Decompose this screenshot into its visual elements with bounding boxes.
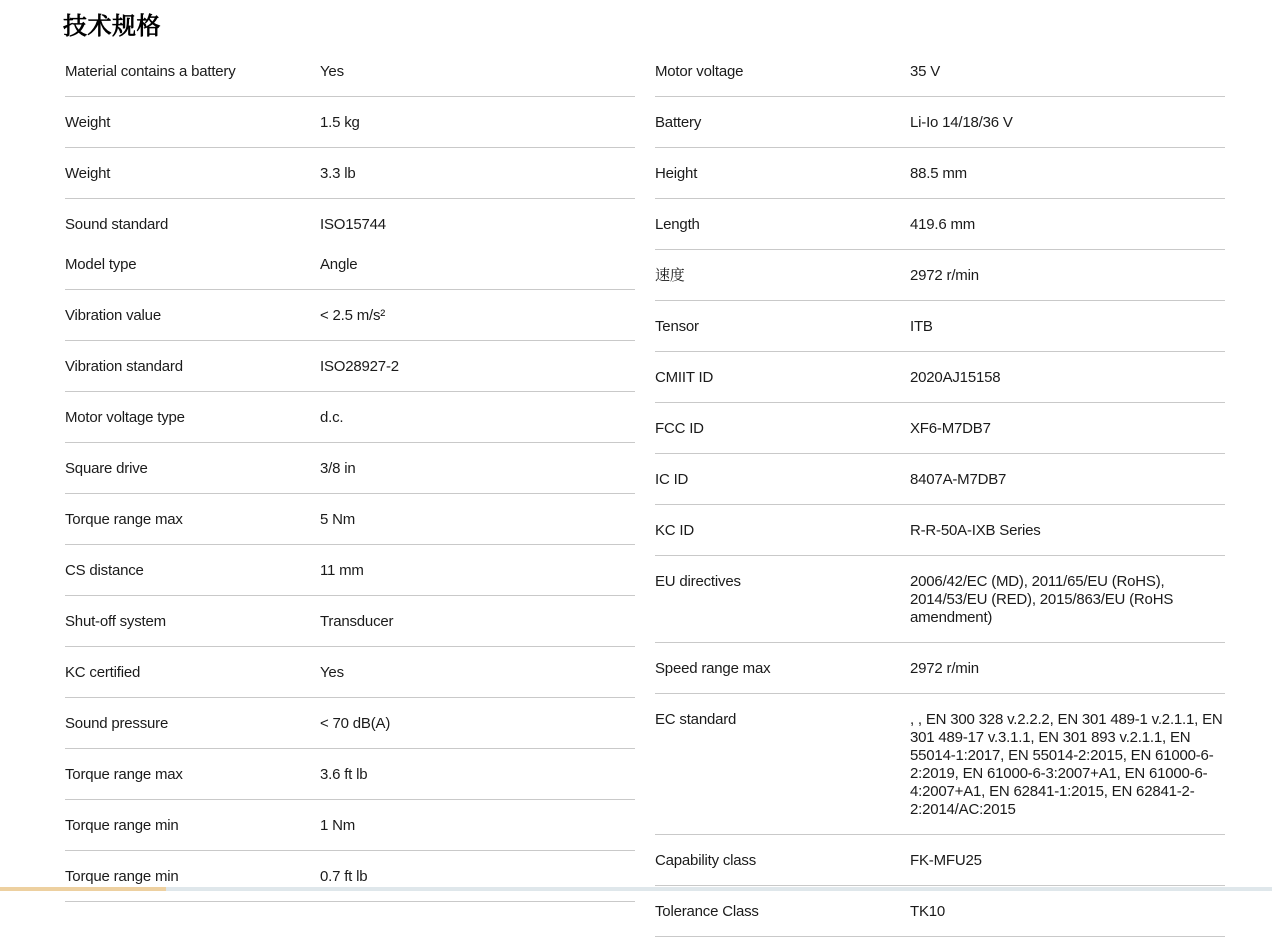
spec-row [65, 647, 635, 698]
spec-label: Square drive [65, 460, 148, 477]
spec-row [65, 494, 635, 545]
bottom-bar-track-segment [166, 887, 1272, 891]
spec-label: Sound pressure [65, 715, 169, 732]
spec-value: 11 mm [320, 562, 364, 579]
bottom-bar-accent-segment [0, 887, 166, 891]
spec-label: Tensor [655, 318, 699, 335]
spec-value: Yes [320, 63, 344, 80]
spec-value: 2972 r/min [910, 660, 979, 677]
spec-value: < 70 dB(A) [320, 715, 391, 732]
spec-label: Model type [65, 256, 137, 273]
spec-row [65, 239, 635, 290]
spec-value: 419.6 mm [910, 216, 976, 233]
spec-value: Angle [320, 256, 358, 273]
spec-label: Vibration value [65, 307, 161, 324]
spec-row [655, 835, 1225, 886]
specs-columns [65, 46, 1225, 937]
spec-label: Battery [655, 114, 702, 131]
spec-value: XF6-M7DB7 [910, 420, 991, 437]
spec-label: Weight [65, 165, 111, 182]
bottom-bar [0, 887, 1272, 891]
spec-value: 1.5 kg [320, 114, 360, 131]
spec-row [655, 250, 1225, 301]
spec-value: ITB [910, 318, 933, 335]
spec-value: FK-MFU25 [910, 852, 982, 869]
spec-value: 88.5 mm [910, 165, 967, 182]
spec-row [65, 97, 635, 148]
spec-row [65, 341, 635, 392]
spec-label: CS distance [65, 562, 144, 579]
spec-value: 2972 r/min [910, 267, 979, 284]
spec-row [65, 148, 635, 199]
spec-value: Yes [320, 664, 344, 681]
spec-label: Material contains a battery [65, 63, 236, 80]
spec-value: < 2.5 m/s² [320, 307, 386, 324]
spec-row [65, 46, 635, 97]
spec-row [655, 97, 1225, 148]
spec-row [65, 290, 635, 341]
spec-value: 3/8 in [320, 460, 356, 477]
spec-label: Torque range min [65, 868, 179, 885]
spec-row [65, 800, 635, 851]
spec-value: Transducer [320, 613, 394, 630]
spec-value: 0.7 ft lb [320, 868, 368, 885]
spec-row [655, 643, 1225, 694]
spec-label: CMIIT ID [655, 369, 714, 386]
spec-value: , , EN 300 328 v.2.2.2, EN 301 489-1 v.2.1.1, EN 301 489-17 v.3.1.1, EN 301 893 v.2.1.1, EN 55014-1:2017, EN 55014-2:2015, EN 61000-6-2:2019, EN 61000-6-3:2007+A1, EN 61000-6-4:2007+A1, EN 62841-1:2015, EN 62841-2-2:2014/AC:2015 [910, 711, 1223, 818]
spec-label: Vibration standard [65, 358, 183, 375]
spec-value: TK10 [910, 903, 946, 920]
spec-value: d.c. [320, 409, 344, 426]
spec-row [655, 694, 1225, 835]
spec-value: 35 V [910, 63, 941, 80]
spec-label: IC ID [655, 471, 689, 488]
spec-row [655, 505, 1225, 556]
spec-label: FCC ID [655, 420, 704, 437]
spec-value: 2006/42/EC (MD), 2011/65/EU (RoHS), 2014/53/EU (RED), 2015/863/EU (RoHS amendment) [910, 573, 1174, 626]
spec-row [65, 545, 635, 596]
spec-label: Shut-off system [65, 613, 166, 630]
spec-row [655, 46, 1225, 97]
spec-label: Length [655, 216, 700, 233]
spec-label: Motor voltage [655, 63, 744, 80]
spec-label: EU directives [655, 573, 741, 590]
spec-value: 8407A-M7DB7 [910, 471, 1007, 488]
spec-value: 5 Nm [320, 511, 356, 528]
spec-label: KC ID [655, 522, 695, 539]
spec-row [655, 301, 1225, 352]
specs-column-left [65, 46, 635, 902]
spec-value: ISO15744 [320, 216, 386, 233]
spec-row [655, 454, 1225, 505]
spec-label: Motor voltage type [65, 409, 185, 426]
spec-row [655, 148, 1225, 199]
specs-column-right [655, 46, 1225, 937]
spec-row [65, 392, 635, 443]
spec-value: R-R-50A-IXB Series [910, 522, 1041, 539]
page-title: 技术规格 [63, 13, 161, 40]
spec-label: EC standard [655, 711, 737, 728]
spec-row [655, 403, 1225, 454]
spec-label: Weight [65, 114, 111, 131]
spec-value: 2020AJ15158 [910, 369, 1001, 386]
spec-label: Torque range max [65, 511, 183, 528]
spec-value: 1 Nm [320, 817, 356, 834]
spec-label: KC certified [65, 664, 141, 681]
spec-label: Speed range max [655, 660, 771, 677]
spec-row [65, 698, 635, 749]
spec-row [65, 596, 635, 647]
spec-row [65, 443, 635, 494]
spec-value: Li-Io 14/18/36 V [910, 114, 1013, 131]
spec-label: Height [655, 165, 698, 182]
spec-row [65, 749, 635, 800]
spec-value: 3.3 lb [320, 165, 356, 182]
spec-label: Capability class [655, 852, 757, 869]
spec-value: ISO28927-2 [320, 358, 399, 375]
spec-row [655, 352, 1225, 403]
spec-label: Tolerance Class [655, 903, 759, 920]
spec-row [65, 851, 635, 902]
spec-row [65, 199, 635, 239]
spec-label: Sound standard [65, 216, 169, 233]
spec-label: Torque range min [65, 817, 179, 834]
spec-label: 速度 [655, 267, 685, 284]
spec-value: 3.6 ft lb [320, 766, 368, 783]
spec-row [655, 556, 1225, 643]
spec-label: Torque range max [65, 766, 183, 783]
spec-row [655, 199, 1225, 250]
